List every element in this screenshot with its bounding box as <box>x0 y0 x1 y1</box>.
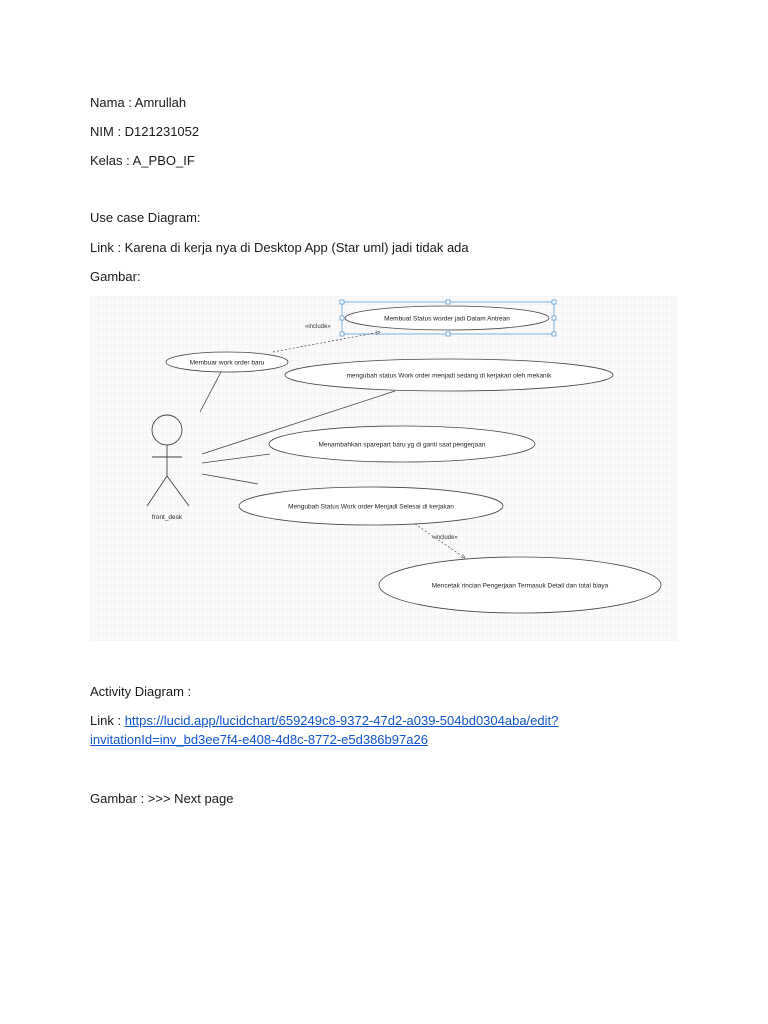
use-case-link-line: Link : Karena di kerja nya di Desktop App (Star uml) jadi tidak ada <box>90 240 469 255</box>
use-case-3: mengubah status Work order menjadi sedang di kerjakan oleh mekanik <box>346 372 552 380</box>
activity-gambar-line: Gambar : >>> Next page <box>90 791 234 806</box>
activity-link-url-part2[interactable]: invitationId=inv_bd3ee7f4-e408-4d8c-8772-e5d386b97a26 <box>90 732 428 747</box>
activity-heading: Activity Diagram : <box>90 684 192 699</box>
include-label-2: «include» <box>432 535 458 541</box>
use-case-1: Membuat Status worder jadi Dalam Antrean <box>384 315 510 323</box>
use-case-2: Membuar work order baru <box>189 359 265 367</box>
nim-line: NIM : D121231052 <box>90 124 200 139</box>
use-case-heading: Use case Diagram: <box>90 210 201 225</box>
activity-link-url-part1[interactable]: https://lucid.app/lucidchart/659249c8-9372-47d2-a039-504bd0304aba/edit? <box>124 713 559 728</box>
use-case-6: Mencetak rincian Pengerjaan Termasuk Detail dan total biaya <box>431 582 609 590</box>
use-case-gambar-label: Gambar: <box>90 269 141 284</box>
use-case-5: Mengubah Status Work order Menjadi Selesai di kerjakan <box>288 503 454 511</box>
kelas-line: Kelas : A_PBO_IF <box>90 153 195 168</box>
actor-label: front_desk <box>151 514 183 521</box>
use-case-diagram-image <box>90 296 678 641</box>
include-label-1: «include» <box>305 324 331 330</box>
use-case-4: Menambahkan sparepart baru yg di ganti saat pengerjaan <box>318 441 486 449</box>
nama-line: Nama : Amrullah <box>90 95 187 110</box>
activity-link-line1 <box>90 713 558 729</box>
activity-link-prefix: Link : <box>90 713 125 728</box>
